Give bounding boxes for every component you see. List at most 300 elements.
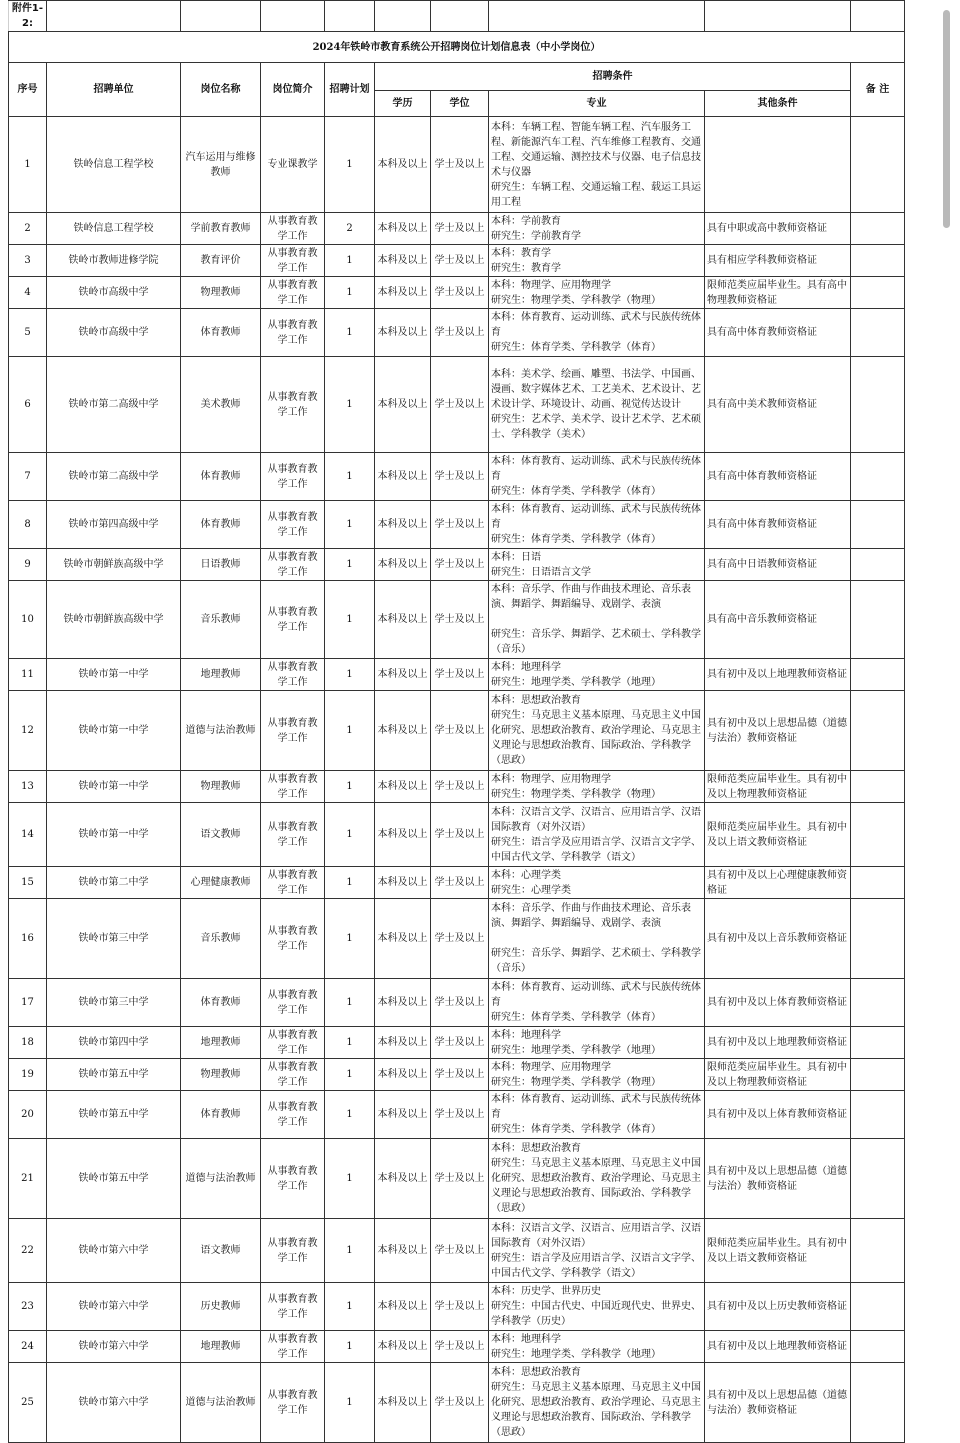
degree-cell: 学士及以上	[431, 979, 489, 1027]
post-cell: 地理教师	[181, 659, 261, 691]
spreadsheet	[8, 0, 904, 1443]
intro-cell: 从事教育教学工作	[261, 581, 325, 659]
degree-cell: 学士及以上	[431, 1363, 489, 1443]
other-cell: 具有初中及以上地理教师资格证	[705, 659, 851, 691]
edu-cell: 本科及以上	[375, 659, 431, 691]
table-row	[9, 803, 905, 867]
unit-cell: 铁岭信息工程学校	[47, 117, 181, 213]
empty-cell	[181, 1, 261, 32]
edu-cell: 本科及以上	[375, 1091, 431, 1139]
count-cell: 1	[325, 453, 375, 501]
intro-cell: 从事教育教学工作	[261, 245, 325, 277]
unit-cell: 铁岭市第一中学	[47, 803, 181, 867]
header-intro: 岗位简介	[261, 63, 325, 117]
seq-cell: 12	[9, 691, 47, 771]
edu-cell: 本科及以上	[375, 1059, 431, 1091]
count-cell: 1	[325, 1363, 375, 1443]
table-row	[9, 1219, 905, 1283]
other-cell: 限师范类应届毕业生。具有初中及以上语文教师资格证	[705, 803, 851, 867]
seq-cell: 14	[9, 803, 47, 867]
degree-cell: 学士及以上	[431, 803, 489, 867]
remark-cell	[851, 659, 905, 691]
count-cell: 1	[325, 117, 375, 213]
major-cell: 本科：思想政治教育 研究生：马克思主义基本原理、马克思主义中国化研究、思想政治教育、政治学理论、马克思主义理论与思想政治教育、国际政治、学科教学（思政）	[489, 691, 705, 771]
post-cell: 历史教师	[181, 1283, 261, 1331]
count-cell: 1	[325, 803, 375, 867]
degree-cell: 学士及以上	[431, 867, 489, 899]
degree-cell: 学士及以上	[431, 245, 489, 277]
degree-cell: 学士及以上	[431, 659, 489, 691]
major-cell: 本科：学前教育 研究生：学前教育学	[489, 213, 705, 245]
degree-cell: 学士及以上	[431, 691, 489, 771]
seq-cell: 10	[9, 581, 47, 659]
post-cell: 体育教师	[181, 309, 261, 357]
edu-cell: 本科及以上	[375, 245, 431, 277]
count-cell: 1	[325, 1059, 375, 1091]
table-row	[9, 213, 905, 245]
remark-cell	[851, 453, 905, 501]
major-cell: 本科：物理学、应用物理学 研究生：物理学类、学科教学（物理）	[489, 1059, 705, 1091]
title-row	[9, 32, 905, 63]
remark-cell	[851, 1363, 905, 1443]
edu-cell: 本科及以上	[375, 277, 431, 309]
unit-cell: 铁岭市第六中学	[47, 1219, 181, 1283]
post-cell: 物理教师	[181, 1059, 261, 1091]
seq-cell: 25	[9, 1363, 47, 1443]
recruitment-table	[8, 0, 905, 1443]
count-cell: 1	[325, 549, 375, 581]
major-cell: 本科：日语 研究生：日语语言文学	[489, 549, 705, 581]
degree-cell: 学士及以上	[431, 549, 489, 581]
count-cell: 1	[325, 899, 375, 979]
unit-cell: 铁岭信息工程学校	[47, 213, 181, 245]
count-cell: 1	[325, 309, 375, 357]
post-cell: 音乐教师	[181, 581, 261, 659]
post-cell: 体育教师	[181, 1091, 261, 1139]
unit-cell: 铁岭市第五中学	[47, 1091, 181, 1139]
count-cell: 1	[325, 771, 375, 803]
header-row-1	[9, 63, 905, 91]
empty-cell	[47, 1, 181, 32]
degree-cell: 学士及以上	[431, 501, 489, 549]
degree-cell: 学士及以上	[431, 357, 489, 453]
intro-cell: 从事教育教学工作	[261, 1219, 325, 1283]
remark-cell	[851, 245, 905, 277]
table-row	[9, 549, 905, 581]
post-cell: 语文教师	[181, 1219, 261, 1283]
edu-cell: 本科及以上	[375, 1027, 431, 1059]
seq-cell: 16	[9, 899, 47, 979]
other-cell: 具有高中体育教师资格证	[705, 501, 851, 549]
degree-cell: 学士及以上	[431, 117, 489, 213]
empty-cell	[431, 1, 489, 32]
other-cell: 限师范类应届毕业生。具有初中及以上物理教师资格证	[705, 1059, 851, 1091]
remark-cell	[851, 581, 905, 659]
seq-cell: 18	[9, 1027, 47, 1059]
table-row	[9, 453, 905, 501]
post-cell: 日语教师	[181, 549, 261, 581]
degree-cell: 学士及以上	[431, 213, 489, 245]
intro-cell: 从事教育教学工作	[261, 1139, 325, 1219]
unit-cell: 铁岭市第四中学	[47, 1027, 181, 1059]
edu-cell: 本科及以上	[375, 691, 431, 771]
empty-cell	[375, 1, 431, 32]
post-cell: 物理教师	[181, 277, 261, 309]
seq-cell: 2	[9, 213, 47, 245]
intro-cell: 从事教育教学工作	[261, 659, 325, 691]
unit-cell: 铁岭市第六中学	[47, 1363, 181, 1443]
major-cell: 本科：美术学、绘画、雕塑、书法学、中国画、漫画、数字媒体艺术、工艺美术、艺术设计、艺术设计学、环境设计、动画、视觉传达设计 研究生：艺术学、美术学、设计艺术学、艺术硕士、学科教学（美术）	[489, 357, 705, 453]
intro-cell: 从事教育教学工作	[261, 1027, 325, 1059]
table-row	[9, 1059, 905, 1091]
edu-cell: 本科及以上	[375, 549, 431, 581]
other-cell: 具有中职或高中教师资格证	[705, 213, 851, 245]
other-cell: 具有初中及以上体育教师资格证	[705, 979, 851, 1027]
edu-cell: 本科及以上	[375, 1283, 431, 1331]
major-cell: 本科：体育教育、运动训练、武术与民族传统体育 研究生：体育学类、学科教学（体育）	[489, 1091, 705, 1139]
unit-cell: 铁岭市第一中学	[47, 691, 181, 771]
count-cell: 1	[325, 501, 375, 549]
intro-cell: 从事教育教学工作	[261, 867, 325, 899]
header-remark: 备 注	[851, 63, 905, 117]
degree-cell: 学士及以上	[431, 1091, 489, 1139]
intro-cell: 从事教育教学工作	[261, 1283, 325, 1331]
intro-cell: 从事教育教学工作	[261, 691, 325, 771]
edu-cell: 本科及以上	[375, 501, 431, 549]
degree-cell: 学士及以上	[431, 309, 489, 357]
unit-cell: 铁岭市教师进修学院	[47, 245, 181, 277]
unit-cell: 铁岭市第五中学	[47, 1139, 181, 1219]
seq-cell: 21	[9, 1139, 47, 1219]
intro-cell: 专业课教学	[261, 117, 325, 213]
edu-cell: 本科及以上	[375, 1331, 431, 1363]
table-row	[9, 1331, 905, 1363]
intro-cell: 从事教育教学工作	[261, 979, 325, 1027]
post-cell: 汽车运用与维修教师	[181, 117, 261, 213]
other-cell: 具有初中及以上体育教师资格证	[705, 1091, 851, 1139]
remark-cell	[851, 1283, 905, 1331]
remark-cell	[851, 117, 905, 213]
other-cell: 限师范类应届毕业生。具有高中物理教师资格证	[705, 277, 851, 309]
major-cell: 本科：物理学、应用物理学 研究生：物理学类、学科教学（物理）	[489, 771, 705, 803]
unit-cell: 铁岭市第二高级中学	[47, 357, 181, 453]
other-cell: 具有相应学科教师资格证	[705, 245, 851, 277]
empty-cell	[851, 1, 905, 32]
other-cell: 具有高中体育教师资格证	[705, 309, 851, 357]
major-cell: 本科：思想政治教育 研究生：马克思主义基本原理、马克思主义中国化研究、思想政治教育、政治学理论、马克思主义理论与思想政治教育、国际政治、学科教学（思政）	[489, 1139, 705, 1219]
remark-cell	[851, 1059, 905, 1091]
seq-cell: 1	[9, 117, 47, 213]
major-cell: 本科：历史学、世界历史 研究生：中国古代史、中国近现代史、世界史、学科教学（历史）	[489, 1283, 705, 1331]
intro-cell: 从事教育教学工作	[261, 549, 325, 581]
post-cell: 教育评价	[181, 245, 261, 277]
remark-cell	[851, 1091, 905, 1139]
other-cell: 具有高中美术教师资格证	[705, 357, 851, 453]
post-cell: 地理教师	[181, 1027, 261, 1059]
post-cell: 美术教师	[181, 357, 261, 453]
degree-cell: 学士及以上	[431, 277, 489, 309]
vertical-scrollbar[interactable]	[940, 0, 954, 1437]
other-cell: 具有初中及以上思想品德（道德与法治）教师资格证	[705, 1363, 851, 1443]
major-cell: 本科：思想政治教育 研究生：马克思主义基本原理、马克思主义中国化研究、思想政治教育、政治学理论、马克思主义理论与思想政治教育、国际政治、学科教学（思政）	[489, 1363, 705, 1443]
table-row	[9, 117, 905, 213]
remark-cell	[851, 803, 905, 867]
major-cell: 本科：物理学、应用物理学 研究生：物理学类、学科教学（物理）	[489, 277, 705, 309]
unit-cell: 铁岭市高级中学	[47, 309, 181, 357]
degree-cell: 学士及以上	[431, 1059, 489, 1091]
header-major: 专业	[489, 91, 705, 117]
other-cell: 限师范类应届毕业生。具有初中及以上语文教师资格证	[705, 1219, 851, 1283]
intro-cell: 从事教育教学工作	[261, 357, 325, 453]
remark-cell	[851, 357, 905, 453]
degree-cell: 学士及以上	[431, 1027, 489, 1059]
header-other: 其他条件	[705, 91, 851, 117]
edu-cell: 本科及以上	[375, 1139, 431, 1219]
table-row	[9, 501, 905, 549]
table-row	[9, 1027, 905, 1059]
table-row	[9, 357, 905, 453]
intro-cell: 从事教育教学工作	[261, 501, 325, 549]
major-cell: 本科：地理科学 研究生：地理学类、学科教学（地理）	[489, 1027, 705, 1059]
intro-cell: 从事教育教学工作	[261, 1059, 325, 1091]
degree-cell: 学士及以上	[431, 1283, 489, 1331]
unit-cell: 铁岭市第三中学	[47, 899, 181, 979]
count-cell: 1	[325, 979, 375, 1027]
other-cell: 具有初中及以上地理教师资格证	[705, 1331, 851, 1363]
major-cell: 本科：体育教育、运动训练、武术与民族传统体育 研究生：体育学类、学科教学（体育）	[489, 309, 705, 357]
header-count: 招聘计划	[325, 63, 375, 117]
intro-cell: 从事教育教学工作	[261, 1091, 325, 1139]
major-cell: 本科：汉语言文学、汉语言、应用语言学、汉语国际教育（对外汉语） 研究生：语言学及应用语言学、汉语言文字学、中国古代文学、学科教学（语文）	[489, 803, 705, 867]
unit-cell: 铁岭市朝鲜族高级中学	[47, 549, 181, 581]
other-cell: 具有初中及以上思想品德（道德与法治）教师资格证	[705, 691, 851, 771]
unit-cell: 铁岭市第二中学	[47, 867, 181, 899]
count-cell: 1	[325, 277, 375, 309]
degree-cell: 学士及以上	[431, 1139, 489, 1219]
count-cell: 1	[325, 659, 375, 691]
seq-cell: 7	[9, 453, 47, 501]
other-cell: 具有高中音乐教师资格证	[705, 581, 851, 659]
major-cell: 本科：地理科学 研究生：地理学类、学科教学（地理）	[489, 1331, 705, 1363]
count-cell: 1	[325, 1027, 375, 1059]
empty-cell	[261, 1, 325, 32]
seq-cell: 24	[9, 1331, 47, 1363]
other-cell	[705, 117, 851, 213]
other-cell: 具有初中及以上地理教师资格证	[705, 1027, 851, 1059]
count-cell: 1	[325, 1139, 375, 1219]
edu-cell: 本科及以上	[375, 867, 431, 899]
table-row	[9, 245, 905, 277]
post-cell: 语文教师	[181, 803, 261, 867]
table-row	[9, 581, 905, 659]
seq-cell: 9	[9, 549, 47, 581]
other-cell: 具有高中日语教师资格证	[705, 549, 851, 581]
major-cell: 本科：汉语言文学、汉语言、应用语言学、汉语国际教育（对外汉语） 研究生：语言学及应用语言学、汉语言文字学、中国古代文学、学科教学（语文）	[489, 1219, 705, 1283]
remark-cell	[851, 549, 905, 581]
remark-cell	[851, 771, 905, 803]
unit-cell: 铁岭市第六中学	[47, 1331, 181, 1363]
edu-cell: 本科及以上	[375, 1219, 431, 1283]
table-row	[9, 1283, 905, 1331]
unit-cell: 铁岭市第一中学	[47, 771, 181, 803]
remark-cell	[851, 867, 905, 899]
intro-cell: 从事教育教学工作	[261, 277, 325, 309]
post-cell: 体育教师	[181, 979, 261, 1027]
remark-cell	[851, 899, 905, 979]
intro-cell: 从事教育教学工作	[261, 453, 325, 501]
empty-cell	[325, 1, 375, 32]
empty-cell	[705, 1, 851, 32]
major-cell: 本科：体育教育、运动训练、武术与民族传统体育 研究生：体育学类、学科教学（体育）	[489, 501, 705, 549]
edu-cell: 本科及以上	[375, 899, 431, 979]
other-cell: 具有高中体育教师资格证	[705, 453, 851, 501]
seq-cell: 20	[9, 1091, 47, 1139]
major-cell: 本科：车辆工程、智能车辆工程、汽车服务工程、新能源汽车工程、汽车维修工程教育、交通工程、交通运输、测控技术与仪器、电子信息技术与仪器 研究生：车辆工程、交通运输工程、载运工具运用工程	[489, 117, 705, 213]
count-cell: 1	[325, 1331, 375, 1363]
count-cell: 2	[325, 213, 375, 245]
remark-cell	[851, 1027, 905, 1059]
remark-cell	[851, 1331, 905, 1363]
post-cell: 体育教师	[181, 501, 261, 549]
count-cell: 1	[325, 581, 375, 659]
table-row	[9, 691, 905, 771]
remark-cell	[851, 691, 905, 771]
intro-cell: 从事教育教学工作	[261, 1331, 325, 1363]
remark-cell	[851, 309, 905, 357]
header-seq: 序号	[9, 63, 47, 117]
unit-cell: 铁岭市朝鲜族高级中学	[47, 581, 181, 659]
seq-cell: 15	[9, 867, 47, 899]
post-cell: 心理健康教师	[181, 867, 261, 899]
degree-cell: 学士及以上	[431, 771, 489, 803]
major-cell: 本科：音乐学、作曲与作曲技术理论、音乐表演、舞蹈学、舞蹈编导、戏剧学、表演 研究生：音乐学、舞蹈学、艺术硕士、学科教学（音乐）	[489, 899, 705, 979]
remark-cell	[851, 213, 905, 245]
other-cell: 具有初中及以上心理健康教师资格证	[705, 867, 851, 899]
intro-cell: 从事教育教学工作	[261, 1363, 325, 1443]
post-cell: 地理教师	[181, 1331, 261, 1363]
header-unit: 招聘单位	[47, 63, 181, 117]
post-cell: 道德与法治教师	[181, 1363, 261, 1443]
seq-cell: 11	[9, 659, 47, 691]
unit-cell: 铁岭市第四高级中学	[47, 501, 181, 549]
major-cell: 本科：音乐学、作曲与作曲技术理论、音乐表演、舞蹈学、舞蹈编导、戏剧学、表演 研究生：音乐学、舞蹈学、艺术硕士、学科教学（音乐）	[489, 581, 705, 659]
major-cell: 本科：体育教育、运动训练、武术与民族传统体育 研究生：体育学类、学科教学（体育）	[489, 979, 705, 1027]
count-cell: 1	[325, 1283, 375, 1331]
post-cell: 道德与法治教师	[181, 1139, 261, 1219]
table-row	[9, 771, 905, 803]
header-degree: 学位	[431, 91, 489, 117]
intro-cell: 从事教育教学工作	[261, 899, 325, 979]
edu-cell: 本科及以上	[375, 357, 431, 453]
unit-cell: 铁岭市第二高级中学	[47, 453, 181, 501]
remark-cell	[851, 979, 905, 1027]
post-cell: 学前教育教师	[181, 213, 261, 245]
empty-cell	[489, 1, 705, 32]
seq-cell: 3	[9, 245, 47, 277]
table-row	[9, 659, 905, 691]
major-cell: 本科：地理科学 研究生：地理学类、学科教学（地理）	[489, 659, 705, 691]
degree-cell: 学士及以上	[431, 453, 489, 501]
unit-cell: 铁岭市第五中学	[47, 1059, 181, 1091]
annex-row	[9, 1, 905, 32]
intro-cell: 从事教育教学工作	[261, 803, 325, 867]
post-cell: 道德与法治教师	[181, 691, 261, 771]
table-row	[9, 1363, 905, 1443]
degree-cell: 学士及以上	[431, 1331, 489, 1363]
seq-cell: 13	[9, 771, 47, 803]
edu-cell: 本科及以上	[375, 453, 431, 501]
scrollbar-thumb[interactable]	[943, 10, 950, 228]
degree-cell: 学士及以上	[431, 899, 489, 979]
header-edu: 学历	[375, 91, 431, 117]
edu-cell: 本科及以上	[375, 117, 431, 213]
seq-cell: 6	[9, 357, 47, 453]
remark-cell	[851, 277, 905, 309]
annex-label: 附件1-2:	[9, 1, 47, 32]
major-cell: 本科：心理学类 研究生：心理学类	[489, 867, 705, 899]
unit-cell: 铁岭市高级中学	[47, 277, 181, 309]
major-cell: 本科：体育教育、运动训练、武术与民族传统体育 研究生：体育学类、学科教学（体育）	[489, 453, 705, 501]
count-cell: 1	[325, 691, 375, 771]
edu-cell: 本科及以上	[375, 803, 431, 867]
seq-cell: 4	[9, 277, 47, 309]
edu-cell: 本科及以上	[375, 771, 431, 803]
degree-cell: 学士及以上	[431, 581, 489, 659]
seq-cell: 19	[9, 1059, 47, 1091]
header-conditions: 招聘条件	[375, 63, 851, 91]
table-row	[9, 277, 905, 309]
intro-cell: 从事教育教学工作	[261, 771, 325, 803]
other-cell: 具有初中及以上音乐教师资格证	[705, 899, 851, 979]
table-row	[9, 309, 905, 357]
edu-cell: 本科及以上	[375, 979, 431, 1027]
unit-cell: 铁岭市第三中学	[47, 979, 181, 1027]
post-cell: 物理教师	[181, 771, 261, 803]
remark-cell	[851, 1219, 905, 1283]
seq-cell: 8	[9, 501, 47, 549]
count-cell: 1	[325, 1219, 375, 1283]
unit-cell: 铁岭市第六中学	[47, 1283, 181, 1331]
remark-cell	[851, 1139, 905, 1219]
major-cell: 本科：教育学 研究生：教育学	[489, 245, 705, 277]
edu-cell: 本科及以上	[375, 309, 431, 357]
count-cell: 1	[325, 357, 375, 453]
table-row	[9, 1091, 905, 1139]
post-cell: 音乐教师	[181, 899, 261, 979]
seq-cell: 17	[9, 979, 47, 1027]
post-cell: 体育教师	[181, 453, 261, 501]
intro-cell: 从事教育教学工作	[261, 213, 325, 245]
degree-cell: 学士及以上	[431, 1219, 489, 1283]
count-cell: 1	[325, 245, 375, 277]
other-cell: 具有初中及以上思想品德（道德与法治）教师资格证	[705, 1139, 851, 1219]
table-row	[9, 1139, 905, 1219]
count-cell: 1	[325, 1091, 375, 1139]
other-cell: 限师范类应届毕业生。具有初中及以上物理教师资格证	[705, 771, 851, 803]
unit-cell: 铁岭市第一中学	[47, 659, 181, 691]
page-title: 2024年铁岭市教育系统公开招聘岗位计划信息表（中小学岗位）	[9, 32, 905, 63]
seq-cell: 5	[9, 309, 47, 357]
remark-cell	[851, 501, 905, 549]
seq-cell: 23	[9, 1283, 47, 1331]
seq-cell: 22	[9, 1219, 47, 1283]
table-row	[9, 979, 905, 1027]
header-post: 岗位名称	[181, 63, 261, 117]
count-cell: 1	[325, 867, 375, 899]
edu-cell: 本科及以上	[375, 213, 431, 245]
intro-cell: 从事教育教学工作	[261, 309, 325, 357]
edu-cell: 本科及以上	[375, 581, 431, 659]
